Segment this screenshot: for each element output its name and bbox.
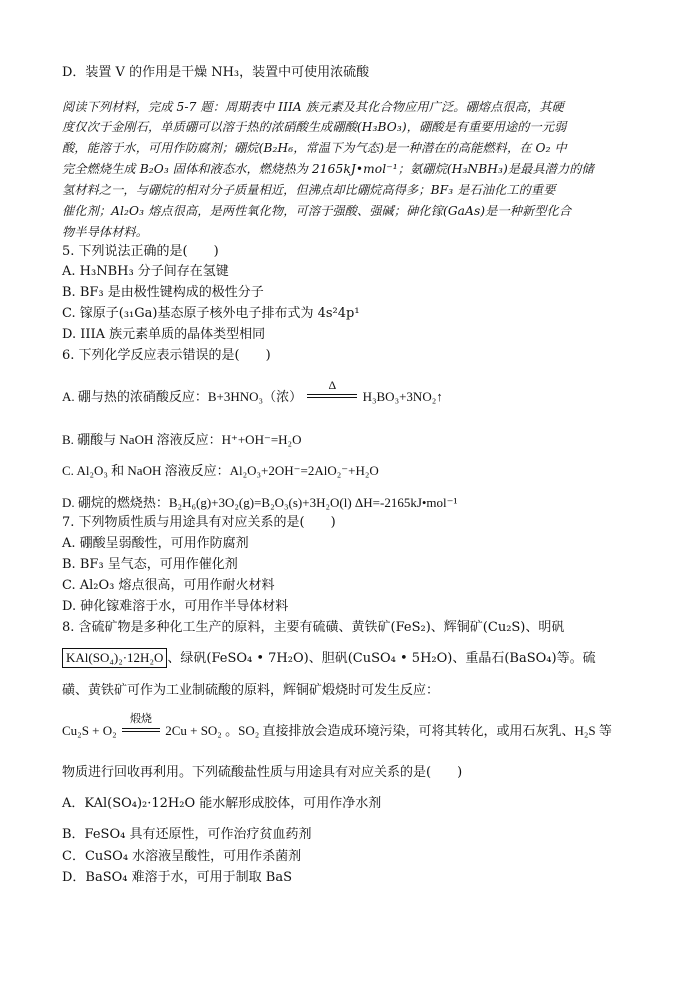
- question-8-option-a: A．KAl(SO₄)₂·12H₂O 能水解形成胶体，可用作净水剂: [62, 796, 382, 811]
- question-5-option-c: C. 镓原子(₃₁Ga)基态原子核外电子排布式为 4s²4p¹: [62, 306, 360, 321]
- material-paragraph-line: 阅读下列材料，完成 5-7 题：周期表中 IIIA 族元素及其化合物应用广泛。硼熔点很高，其硬: [62, 100, 564, 114]
- material-paragraph-line: 催化剂；Al₂O₃ 熔点很高，是两性氧化物，可溶于强酸、强碱；砷化镓(GaAs)是一种新型化合: [62, 204, 572, 218]
- equation-right: 2Cu + SO₂ 。SO₂ 直接排放会造成环境污染，可将其转化，或用石灰乳、H₂S 等: [165, 723, 612, 738]
- question-8-option-c: C．CuSO₄ 水溶液呈酸性，可用作杀菌剂: [62, 849, 302, 864]
- question-6-option-a: [62, 378, 642, 406]
- alum-formula-box: KAl(SO₄)₂·12H₂O: [62, 648, 167, 668]
- question-6-stem: 6. 下列化学反应表示错误的是( ): [62, 348, 271, 363]
- material-paragraph-line: 度仅次于金刚石，单质硼可以溶于热的浓硝酸生成硼酸(H₃BO₃)，硼酸是有重要用途的一元弱: [62, 120, 567, 134]
- question-5-option-b: B. BF₃ 是由极性键构成的极性分子: [62, 285, 264, 300]
- material-paragraph-line: 物半导体材料。: [62, 225, 149, 239]
- question-8-equation-line: [62, 713, 642, 740]
- question-5-option-d: D. IIIA 族元素单质的晶体类型相同: [62, 327, 266, 342]
- equation-left: Cu₂S + O₂: [62, 723, 117, 738]
- mineral-list: 、绿矾(FeSO₄ • 7H₂O)、胆矾(CuSO₄ • 5H₂O)、重晶石(BaSO₄)等。硫: [167, 651, 596, 666]
- reaction-condition: Δ: [328, 378, 337, 392]
- material-paragraph-line: 氢材料之一，与硼烷的相对分子质量相近，但沸点却比硼烷高得多；BF₃ 是石油化工的重要: [62, 183, 556, 197]
- question-8-stem-line: 物质进行回收再利用。下列硫酸盐性质与用途具有对应关系的是( ): [62, 765, 463, 780]
- reaction-arrow: [305, 378, 359, 404]
- question-8-option-b: B．FeSO₄ 具有还原性，可作治疗贫血药剂: [62, 827, 312, 842]
- material-paragraph-line: 酸，能溶于水，可用作防腐剂；硼烷(B₂H₆，常温下为气态)是一种潜在的高能燃料，在 O₂ 中: [62, 141, 567, 155]
- question-6-option-c: C. Al₂O₃ 和 NaOH 溶液反应：Al₂O₃+2OH⁻=2AlO₂⁻+H₂O: [62, 463, 379, 478]
- question-8-stem-line: 8. 含硫矿物是多种化工生产的原料，主要有硫磺、黄铁矿(FeS₂)、辉铜矿(Cu₂S)、明矾: [62, 620, 565, 635]
- question-7-stem: 7. 下列物质性质与用途具有对应关系的是( ): [62, 515, 336, 530]
- question-6-option-b: B. 硼酸与 NaOH 溶液反应：H⁺+OH⁻=H₂O: [62, 432, 302, 447]
- question-8-stem-line: [62, 648, 642, 668]
- reaction-condition: 煅烧: [129, 713, 152, 725]
- question-7-option-b: B. BF₃ 呈气态，可用作催化剂: [62, 557, 238, 572]
- question-7-option-a: A. 硼酸呈弱酸性，可用作防腐剂: [62, 536, 249, 551]
- question-7-option-c: C. Al₂O₃ 熔点很高，可用作耐火材料: [62, 578, 275, 593]
- question-8-stem-line: 磺、黄铁矿可作为工业制硫酸的原料，辉铜矿煅烧时可发生反应：: [62, 683, 440, 698]
- option-d-line: D．装置 V 的作用是干燥 NH₃，装置中可使用浓硫酸: [62, 65, 370, 80]
- question-5-option-a: A. H₃NBH₃ 分子间存在氢键: [62, 264, 229, 279]
- reaction-arrow: [120, 713, 162, 738]
- question-6-option-d: D. 硼烷的燃烧热：B₂H₆(g)+3O₂(g)=B₂O₃(s)+3H₂O(l) ΔH=-2165kJ•mol⁻¹: [62, 495, 458, 510]
- equation-right: H₃BO₃+3NO₂↑: [362, 389, 443, 404]
- question-5-stem: 5. 下列说法正确的是( ): [62, 244, 219, 259]
- question-8-option-d: D．BaSO₄ 难溶于水，可用于制取 BaS: [62, 870, 292, 885]
- question-7-option-d: D. 砷化镓难溶于水，可用作半导体材料: [62, 599, 289, 614]
- material-paragraph-line: 完全燃烧生成 B₂O₃ 固体和液态水，燃烧热为 2165kJ•mol⁻¹；氨硼烷(H₃NBH₃)是最具潜力的储: [62, 162, 594, 176]
- equation-left: A. 硼与热的浓硝酸反应：B+3HNO₃（浓）: [62, 389, 303, 404]
